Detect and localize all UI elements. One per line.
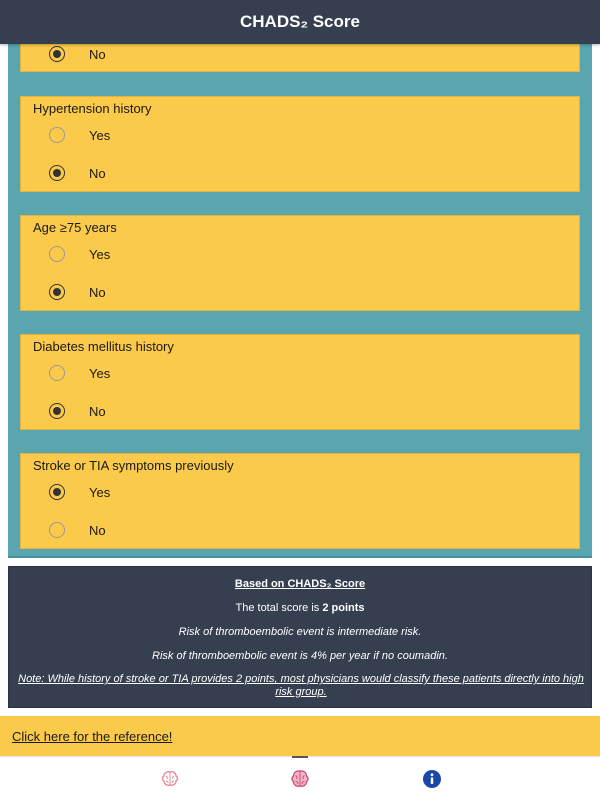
question-card-hypertension [20,96,580,192]
option-diabetes-yes[interactable] [49,361,110,385]
bottom-tab-bar [0,756,600,800]
radio-checked-icon[interactable] [49,284,65,300]
radio-checked-icon[interactable] [49,403,65,419]
radio-checked-icon[interactable] [49,484,65,500]
brain-outline-icon [160,769,180,789]
option-label: No [89,46,106,62]
brain-icon [290,769,310,789]
option-label: No [89,403,106,419]
result-note: Note: While history of stroke or TIA provides 2 points, most physicians would classify these patients directly into high risk group. [18,673,584,698]
result-total-value: 2 points [322,602,365,614]
option-hypertension-yes[interactable] [49,123,110,147]
question-label: Hypertension history [33,101,152,116]
result-total-prefix: The total score is [235,602,323,614]
question-card-diabetes [20,334,580,430]
app-header [0,0,600,44]
option-label: No [89,284,106,300]
option-diabetes-no[interactable] [49,399,106,423]
page-title: CHADS₂ Score [240,12,360,31]
radio-unchecked-icon[interactable] [49,522,65,538]
tab-brain-outline[interactable] [160,769,180,789]
tab-info[interactable] [422,769,442,789]
option-label: Yes [89,484,111,500]
option-stroke-yes[interactable] [49,480,110,504]
result-risk-level: Risk of thromboembolic event is intermediate risk. [178,626,422,638]
option-label: No [89,522,106,538]
option-age-yes[interactable] [49,242,110,266]
result-box [8,566,592,708]
option-age-no[interactable] [49,280,106,304]
option-label: No [89,165,106,181]
radio-checked-icon[interactable] [49,46,65,62]
question-card-stroke [20,453,580,549]
radio-unchecked-icon[interactable] [49,127,65,143]
question-card-age [20,215,580,311]
reference-link[interactable]: Click here for the reference! [12,728,173,744]
radio-unchecked-icon[interactable] [49,246,65,262]
tab-brain[interactable] [290,769,310,789]
questions-panel [8,30,592,558]
radio-checked-icon[interactable] [49,165,65,181]
active-tab-indicator [292,756,308,758]
question-label: Diabetes mellitus history [33,339,174,354]
question-label: Stroke or TIA symptoms previously [33,458,234,473]
result-risk-rate: Risk of thromboembolic event is 4% per year if no coumadin. [152,650,448,662]
info-icon [422,769,442,789]
question-label: Age ≥75 years [33,220,117,235]
reference-bar [0,716,600,756]
option-label: Yes [89,246,111,262]
option-label: Yes [89,127,111,143]
option-stroke-no[interactable] [49,518,106,542]
option-previous-no[interactable] [49,42,106,66]
option-hypertension-no[interactable] [49,161,106,185]
result-title: Based on CHADS₂ Score [234,578,366,590]
result-total [9,602,591,614]
option-label: Yes [89,365,111,381]
radio-unchecked-icon[interactable] [49,365,65,381]
